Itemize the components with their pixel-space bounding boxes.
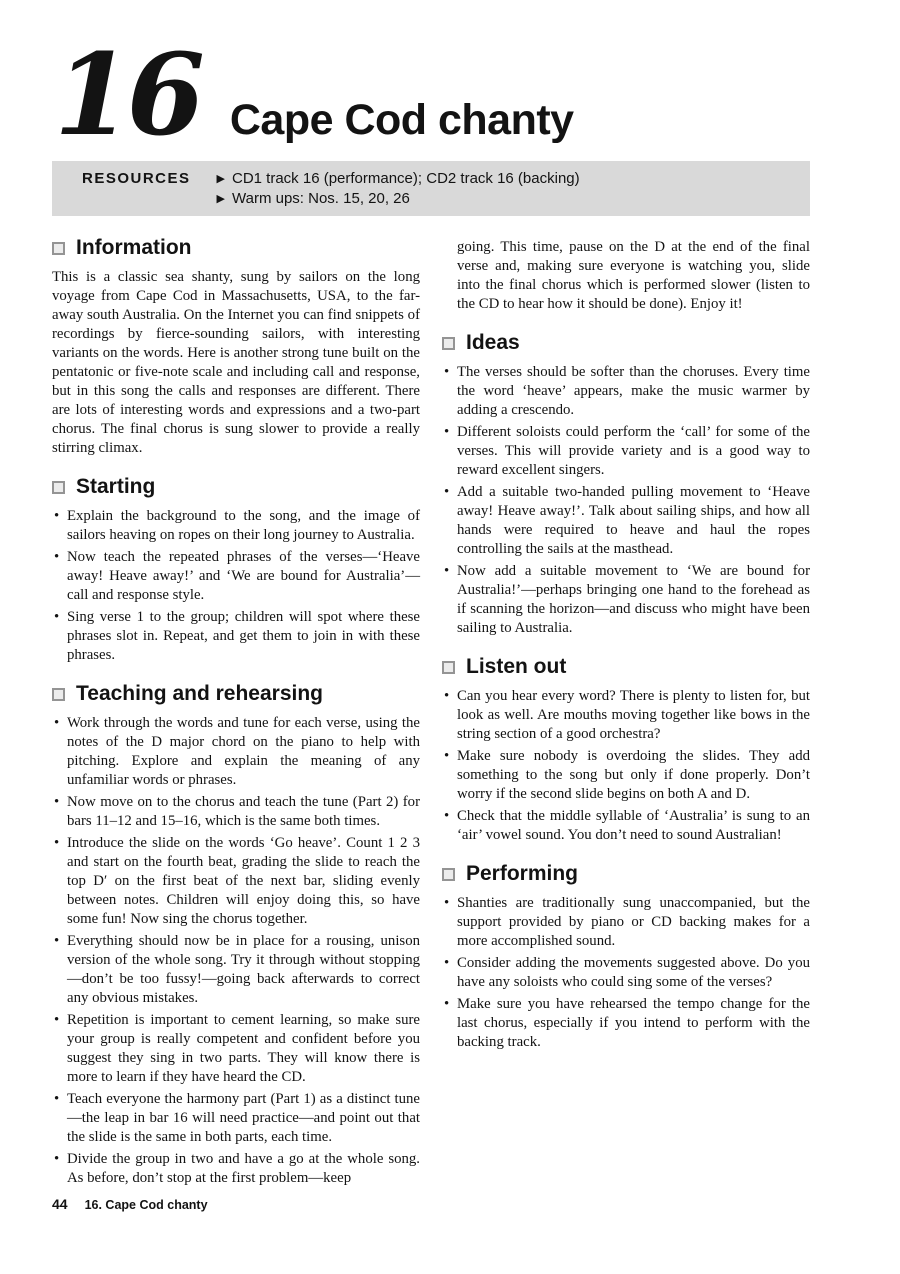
section-paragraph: This is a classic sea shanty, sung by sailors on the long voyage from Cape Cod in Massachusetts, USA, to the far-away south Australia. On the Internet you can find snippets of recordings by fierce-sounding sailors, with interesting variants on the words. Here is another strong tune built on the pentatonic or five-note scale and including call and response, but in this song the calls and responses are different. There are lots of interesting words and expressions and a two-part chorus. The final chorus is sung slower to provide a really stirring climax. — [52, 269, 420, 457]
bullet-item: • Teach everyone the harmony part (Part 1) as a distinct tune—the leap in bar 16 will need practice—and point out that the slide is the same in both parts, each time. — [52, 1090, 420, 1147]
section-information — [52, 236, 420, 458]
resources-bar — [52, 161, 810, 216]
section-performing — [442, 862, 810, 1052]
footer-chapter-reference: 16. Cape Cod chanty — [84, 1198, 208, 1212]
checkbox-icon — [442, 868, 455, 881]
bullet-item: • Repetition is important to cement learning, so make sure your group is really competent and confident before you suggest they sing in two parts. They will know there is more to learn if they have heard the CD. — [52, 1011, 420, 1087]
right-column — [442, 236, 810, 1191]
two-column-layout — [52, 236, 810, 1191]
section-ideas — [442, 331, 810, 638]
section-heading — [52, 682, 420, 706]
bullet-list — [52, 507, 420, 665]
bullet-item: • Explain the background to the song, and the image of sailors heaving on ropes on their long journey to Australia. — [52, 507, 420, 545]
checkbox-icon — [442, 337, 455, 350]
resource-line-text: Warm ups: Nos. 15, 20, 26 — [232, 190, 410, 208]
resources-label: RESOURCES — [82, 170, 191, 188]
checkbox-icon — [52, 481, 65, 494]
section-heading — [442, 655, 810, 679]
checkbox-icon — [52, 242, 65, 255]
bullet-item: • Now move on to the chorus and teach the tune (Part 2) for bars 11–12 and 15–16, which is the same both times. — [52, 793, 420, 831]
section-listen-out — [442, 655, 810, 845]
triangle-bullet-icon: ▶ — [216, 173, 225, 186]
bullet-item: • Now teach the repeated phrases of the verses—‘Heave away! Heave away!’ and ‘We are bound for Australia’—call and response style. — [52, 548, 420, 605]
footer-page-number: 44 — [52, 1196, 68, 1212]
masthead — [52, 30, 810, 161]
bullet-item: • Add a suitable two-handed pulling movement to ‘Heave away! Heave away!’. Talk about sailing ships, and how all hands were required to heave and haul the ropes controlling the sails at the masthead. — [442, 483, 810, 559]
bullet-item: • Make sure you have rehearsed the tempo change for the last chorus, especially if you intend to perform with the backing track. — [442, 995, 810, 1052]
bullet-list — [442, 894, 810, 1052]
checkbox-icon — [52, 688, 65, 701]
section-heading-label: Listen out — [466, 655, 567, 679]
chapter-number: 16 — [54, 30, 200, 161]
section-heading — [442, 862, 810, 886]
page-footer — [52, 1196, 208, 1212]
section-heading-label: Ideas — [466, 331, 520, 355]
bullet-item: • Check that the middle syllable of ‘Australia’ is sung to an ‘air’ vowel sound. You don’t need to sound Australian! — [442, 807, 810, 845]
bullet-list — [442, 687, 810, 845]
section-heading-label: Teaching and rehearsing — [76, 682, 324, 706]
resources-lines — [217, 169, 580, 209]
bullet-item: • Introduce the slide on the words ‘Go heave’. Count 1 2 3 and start on the fourth beat, grading the slide to reach the top D′ on the first beat of the next bar, sliding evenly between notes. Children will enjoy doing this, so have some fun! Now sing the chorus together. — [52, 834, 420, 929]
bullet-item: • Make sure nobody is overdoing the slides. They add something to the song but only if done properly. Don’t worry if the second slide begins on both A and D. — [442, 747, 810, 804]
section-heading — [52, 475, 420, 499]
bullet-item: • The verses should be softer than the choruses. Every time the word ‘heave’ appears, make the music warmer by adding a crescendo. — [442, 363, 810, 420]
page-title: Cape Cod chanty — [229, 96, 574, 144]
section-starting — [52, 475, 420, 665]
resource-line-text: CD1 track 16 (performance); CD2 track 16 (backing) — [232, 170, 580, 188]
continuation-paragraph: going. This time, pause on the D at the end of the final verse and, making sure everyone is watching you, slide into the final chorus which is performed slower (listen to the CD to hear how it should be done). Enjoy it! — [457, 239, 810, 313]
checkbox-icon — [442, 661, 455, 674]
bullet-list — [52, 714, 420, 1188]
bullet-item: • Can you hear every word? There is plenty to listen for, but look as well. Are mouths moving together like bows in the string section of a good orchestra? — [442, 687, 810, 744]
left-column — [52, 236, 420, 1191]
bullet-item: • Different soloists could perform the ‘call’ for some of the verses. This will provide variety and is a good way to reward excellent singers. — [442, 423, 810, 480]
section-heading-label: Information — [76, 236, 192, 260]
bullet-item: • Work through the words and tune for each verse, using the notes of the D major chord on the piano to help with pitching. Explore and explain the meaning of any unfamiliar words or phrases. — [52, 714, 420, 790]
bullet-list — [442, 363, 810, 638]
section-teaching-and-rehearsing — [52, 682, 420, 1188]
triangle-bullet-icon: ▶ — [216, 193, 225, 206]
bullet-item: • Consider adding the movements suggested above. Do you have any soloists who could sing some of the verses? — [442, 954, 810, 992]
resource-line — [217, 189, 580, 209]
bullet-item: • Everything should now be in place for a rousing, unison version of the whole song. Try it through without stopping—don’t be too fussy!—going back afterwards to correct any obvious mistakes. — [52, 932, 420, 1008]
section-heading-label: Performing — [466, 862, 579, 886]
resource-line — [217, 169, 580, 189]
section-heading — [442, 331, 810, 355]
bullet-item: • Divide the group in two and have a go at the whole song. As before, don’t stop at the first problem—keep — [52, 1150, 420, 1188]
section-heading — [52, 236, 420, 260]
section-heading-label: Starting — [76, 475, 156, 499]
bullet-item: • Now add a suitable movement to ‘We are bound for Australia!’—perhaps bringing one hand to the forehead as if scanning the horizon—and discuss who might have been sailing to Australia. — [442, 562, 810, 638]
bullet-item: • Shanties are traditionally sung unaccompanied, but the support provided by piano or CD backing makes for a more accomplished sound. — [442, 894, 810, 951]
bullet-item: • Sing verse 1 to the group; children will spot where these phrases slot in. Repeat, and get them to join in with these phrases. — [52, 608, 420, 665]
